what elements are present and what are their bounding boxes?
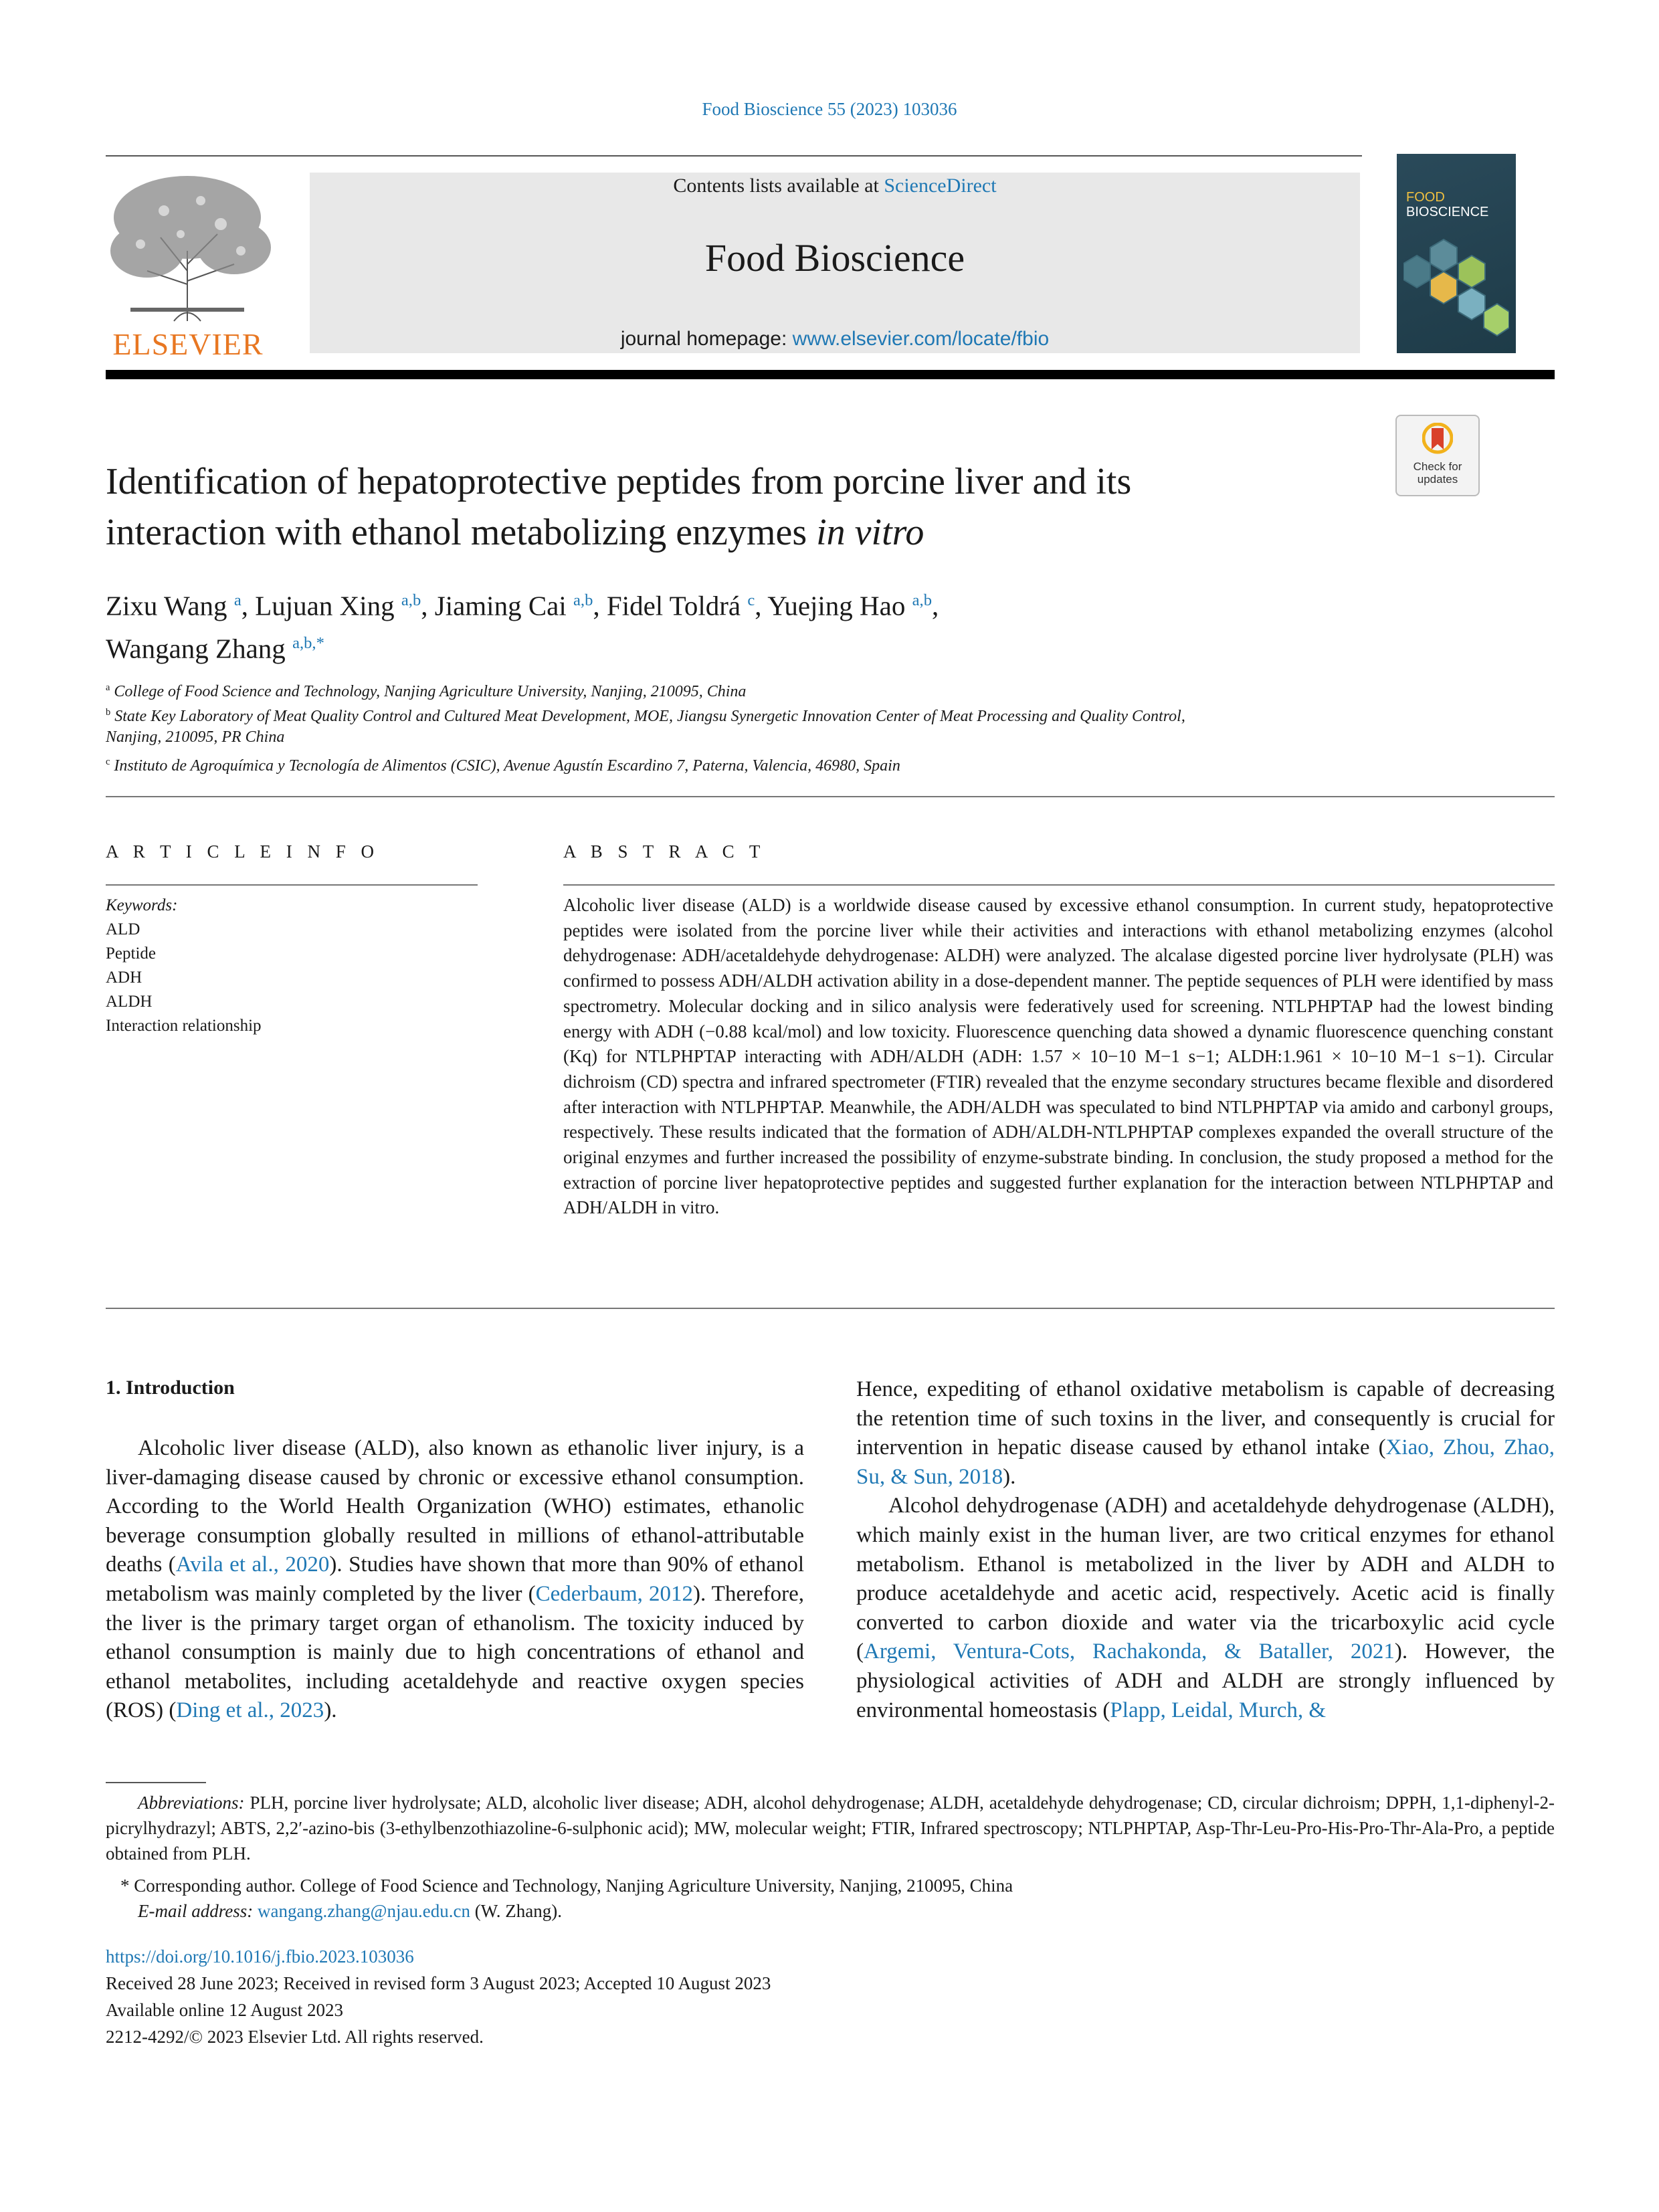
- sciencedirect-link[interactable]: ScienceDirect: [884, 175, 997, 197]
- citation-link[interactable]: Plapp, Leidal, Murch, &: [1110, 1698, 1327, 1722]
- affiliation-mark: a: [106, 682, 110, 693]
- keyword-item: ADH: [106, 969, 142, 987]
- abstract-heading: A B S T R A C T: [563, 841, 766, 862]
- intro-text: Alcoholic liver disease (ALD), also known as ethanolic liver injury, is a liver-damaging disease caused by chronic or excessive ethanol consumption. According to the World Health Organization (WHO) estimates, ethanolic beverage consumption globally resulted in millions of ethanol-attributable deaths (: [106, 1436, 804, 1577]
- intro-right-paragraph-1: [856, 1375, 1555, 1492]
- article-frontmatter: [106, 1943, 771, 2050]
- homepage-link[interactable]: www.elsevier.com/locate/fbio: [792, 328, 1050, 350]
- journal-citation[interactable]: Food Bioscience 55 (2023) 103036: [702, 99, 957, 119]
- affiliation-mark: b: [106, 707, 111, 718]
- author-affiliation-mark[interactable]: a,b: [401, 591, 421, 609]
- author-affiliation-mark[interactable]: c: [747, 591, 755, 609]
- author-affiliation-mark[interactable]: a,b: [573, 591, 593, 609]
- check-for-updates-button[interactable]: [1395, 415, 1480, 496]
- author-separator: ,: [755, 590, 768, 621]
- intro-text: Hence, expediting of ethanol oxidative metabolism is capable of decreasing the retention time of such toxins in the liver, and consequently is crucial for intervention in hepatic disease caused by ethanol intake (: [856, 1377, 1555, 1460]
- intro-left-paragraph: [106, 1434, 804, 1726]
- abbreviations-label: Abbreviations:: [138, 1793, 245, 1813]
- doi-link[interactable]: https://doi.org/10.1016/j.fbio.2023.103036: [106, 1946, 414, 1967]
- affiliation-text: State Key Laboratory of Meat Quality Control and Cultured Meat Development, MOE, Jiangsu Synergetic Innovation Center of Meat Processing and Quality Control,: [114, 708, 1185, 725]
- intro-text: ).: [324, 1698, 337, 1723]
- keywords-label: Keywords:: [106, 896, 178, 914]
- abbreviations-footnote: [106, 1790, 1555, 1866]
- keyword-item: ALDH: [106, 993, 153, 1011]
- cover-title-2: BIOSCIENCE: [1406, 205, 1489, 219]
- footnote-rule: [106, 1782, 206, 1783]
- affiliation-text: College of Food Science and Technology, Nanjing Agriculture University, Nanjing, 210095, China: [114, 683, 747, 700]
- author-affiliation-mark[interactable]: a,b: [912, 591, 932, 609]
- author-affiliation-mark[interactable]: a,b,*: [292, 633, 324, 652]
- author-name[interactable]: Zixu Wang: [106, 590, 227, 621]
- title-line-2: [106, 507, 1363, 558]
- elsevier-tree-icon: [100, 171, 276, 324]
- author-separator: ,: [593, 590, 607, 621]
- cover-hexagon-graphic: [1403, 234, 1509, 341]
- received-dates: Received 28 June 2023; Received in revised form 3 August 2023; Accepted 10 August 2023: [106, 1973, 771, 1993]
- author-name[interactable]: Fidel Toldrá: [606, 590, 741, 621]
- cover-title-1: FOOD: [1406, 190, 1445, 205]
- intro-text: Alcohol dehydrogenase (ADH) and acetaldehyde dehydrogenase (ALDH), which mainly exist in the human liver, are two critical enzymes for ethanol metabolism. Ethanol is metabolized in the liver by ADH and ALDH to produce acetaldehyde and acetic acid, respectively. Acetic acid is finally converted to carbon dioxide and water via the tricarboxylic acid cycle (: [856, 1494, 1555, 1664]
- contents-line: [310, 173, 1360, 199]
- elsevier-logo: [100, 171, 276, 361]
- bookmark-icon: [1422, 423, 1453, 458]
- check-updates-label-2: updates: [1417, 473, 1458, 486]
- email-suffix: (W. Zhang).: [470, 1901, 562, 1921]
- author-name[interactable]: Lujuan Xing: [255, 590, 395, 621]
- affiliations-rule: [106, 796, 1555, 797]
- intro-text: ).: [1003, 1464, 1016, 1489]
- intro-text: ). Therefore, the liver is the primary target organ of ethanolism. The toxicity induced by ethanol consumption is mainly due to high concentrations of ethanol and ethanol metabolites, including acetaldehyde and reactive oxygen species (ROS) (: [106, 1581, 804, 1723]
- contents-prefix: Contents lists available at: [673, 175, 884, 197]
- intro-right-column: [856, 1375, 1555, 1725]
- abstract-bottom-rule: [106, 1308, 1555, 1309]
- intro-right-paragraph-2: [856, 1492, 1555, 1725]
- article-info-rule: [106, 884, 478, 886]
- citation-link[interactable]: Avila et al., 2020: [175, 1552, 330, 1577]
- author-separator: ,: [421, 590, 435, 621]
- affiliation-b-continued: Nanjing, 210095, PR China: [106, 728, 285, 746]
- author-line-2: [106, 625, 1577, 668]
- affiliation-text: Instituto de Agroquímica y Tecnología de Alimentos (CSIC), Avenue Agustín Escardino 7, Paterna, Valencia, 46980, Spain: [114, 757, 900, 775]
- affiliation-mark: c: [106, 757, 110, 767]
- intro-text: ). However, the physiological activities of ADH and ALDH are strongly influenced by environmental homeostasis (: [856, 1639, 1555, 1722]
- abstract-rule: [563, 884, 1555, 886]
- article-info-heading: A R T I C L E I N F O: [106, 841, 380, 862]
- author-name[interactable]: Yuejing Hao: [767, 590, 906, 621]
- email-label: E-mail address:: [138, 1901, 254, 1921]
- homepage-prefix: journal homepage:: [620, 328, 793, 350]
- keyword-item: Peptide: [106, 944, 156, 963]
- author-line-1: [106, 582, 1577, 625]
- title-line-2-text: interaction with ethanol metabolizing enzymes: [106, 512, 817, 553]
- author-separator: ,: [932, 590, 939, 621]
- author-name[interactable]: Jiaming Cai: [434, 590, 567, 621]
- title-italic-term: in vitro: [816, 512, 924, 553]
- top-rule: [106, 155, 1362, 157]
- corresponding-author-footnote: * Corresponding author. College of Food Science and Technology, Nanjing Agriculture University, Nanjing, 210095, China: [120, 1876, 1013, 1896]
- author-affiliation-mark[interactable]: a: [233, 591, 241, 609]
- check-updates-label-1: Check for: [1413, 460, 1462, 473]
- copyright-line: 2212-4292/© 2023 Elsevier Ltd. All rights reserved.: [106, 2027, 484, 2047]
- keywords-block: [106, 894, 262, 1038]
- abbreviations-text: PLH, porcine liver hydrolysate; ALD, alcoholic liver disease; ADH, alcohol dehydrogenase; ALDH, acetaldehyde dehydrogenase; CD, circular dichroism; DPPH, 1,1-diphenyl-2-picrylhydrazyl; ABTS, 2,2′-azino-bis (3-ethylbenzothiazoline-6-sulphonic acid); MW, molecular weight; FTIR, Infrared spectroscopy; NTLPHPTAP, Asp-Thr-Leu-Pro-His-Pro-Thr-Ala-Pro, a peptide obtained from PLH.: [106, 1793, 1555, 1864]
- intro-text: ). Studies have shown that more than 90% of ethanol metabolism was mainly completed by the liver (: [106, 1552, 805, 1606]
- keyword-item: ALD: [106, 920, 140, 938]
- journal-name: Food Bioscience: [704, 236, 965, 280]
- journal-cover-image[interactable]: [1397, 154, 1516, 353]
- email-footnote: [106, 1898, 1587, 1924]
- article-title: [106, 456, 1363, 558]
- author-name[interactable]: Wangang Zhang: [106, 633, 286, 664]
- affiliation-c: [106, 750, 1577, 779]
- homepage-line: [310, 328, 1360, 350]
- citation-link[interactable]: Ding et al., 2023: [176, 1698, 324, 1723]
- citation-link[interactable]: Xiao, Zhou, Zhao, Su, & Sun, 2018: [856, 1435, 1555, 1489]
- citation-link[interactable]: Cederbaum, 2012: [535, 1581, 693, 1606]
- header-thick-rule: [106, 370, 1555, 379]
- author-separator: ,: [241, 590, 256, 621]
- keyword-item: Interaction relationship: [106, 1017, 262, 1035]
- email-link[interactable]: wangang.zhang@njau.edu.cn: [257, 1901, 470, 1921]
- introduction-heading: 1. Introduction: [106, 1377, 235, 1399]
- title-line-1: Identification of hepatoprotective peptides from porcine liver and its: [106, 461, 1132, 502]
- author-list: [106, 582, 1577, 667]
- available-online-date: Available online 12 August 2023: [106, 2000, 343, 2020]
- publisher-wordmark: ELSEVIER: [112, 327, 264, 361]
- citation-link[interactable]: Argemi, Ventura-Cots, Rachakonda, & Bataller, 2021: [864, 1639, 1395, 1664]
- abstract-text: Alcoholic liver disease (ALD) is a worldwide disease caused by excessive ethanol consumption. In current study, hepatoprotective peptides were isolated from the porcine liver while their activities and interactions with ethanol metabolizing enzymes (alcohol dehydrogenase: ADH/acetaldehyde dehydrogenase: ALDH) were analyzed. The alcalase digested porcine liver hydrolysate (PLH) was confirmed to possess ADH/ALDH activation ability in a dose-dependent manner. The peptide sequences of PLH were identified by mass spectrometry. Molecular docking and in silico analysis were federatively used for screening. NTLPHPTAP had the lowest binding energy with ADH (−0.88 kcal/mol) and low toxicity. Fluorescence quenching data showed a dynamic fluorescence quenching constant (Kq) for NTLPHPTAP interacting with ADH/ALDH (ADH: 1.57 × 10−10 M−1 s−1; ALDH:1.961 × 10−10 M−1 s−1). Circular dichroism (CD) spectra and infrared spectrometer (FTIR) revealed that the enzyme secondary structures became flexible and disordered after interaction with NTLPHPTAP. Meanwhile, the ADH/ALDH was speculated to bind NTLPHPTAP via amido and carbonyl groups, respectively. These results indicated that the formation of ADH/ALDH-NTLPHPTAP complexes expanded the overall structure of the original enzymes and further increased the possibility of enzyme-substrate binding. In conclusion, the study proposed a method for the extraction of porcine liver hepatoprotective peptides and suggested further explanation for the interaction between NTLPHPTAP and ADH/ALDH in vitro.: [563, 895, 1553, 1218]
